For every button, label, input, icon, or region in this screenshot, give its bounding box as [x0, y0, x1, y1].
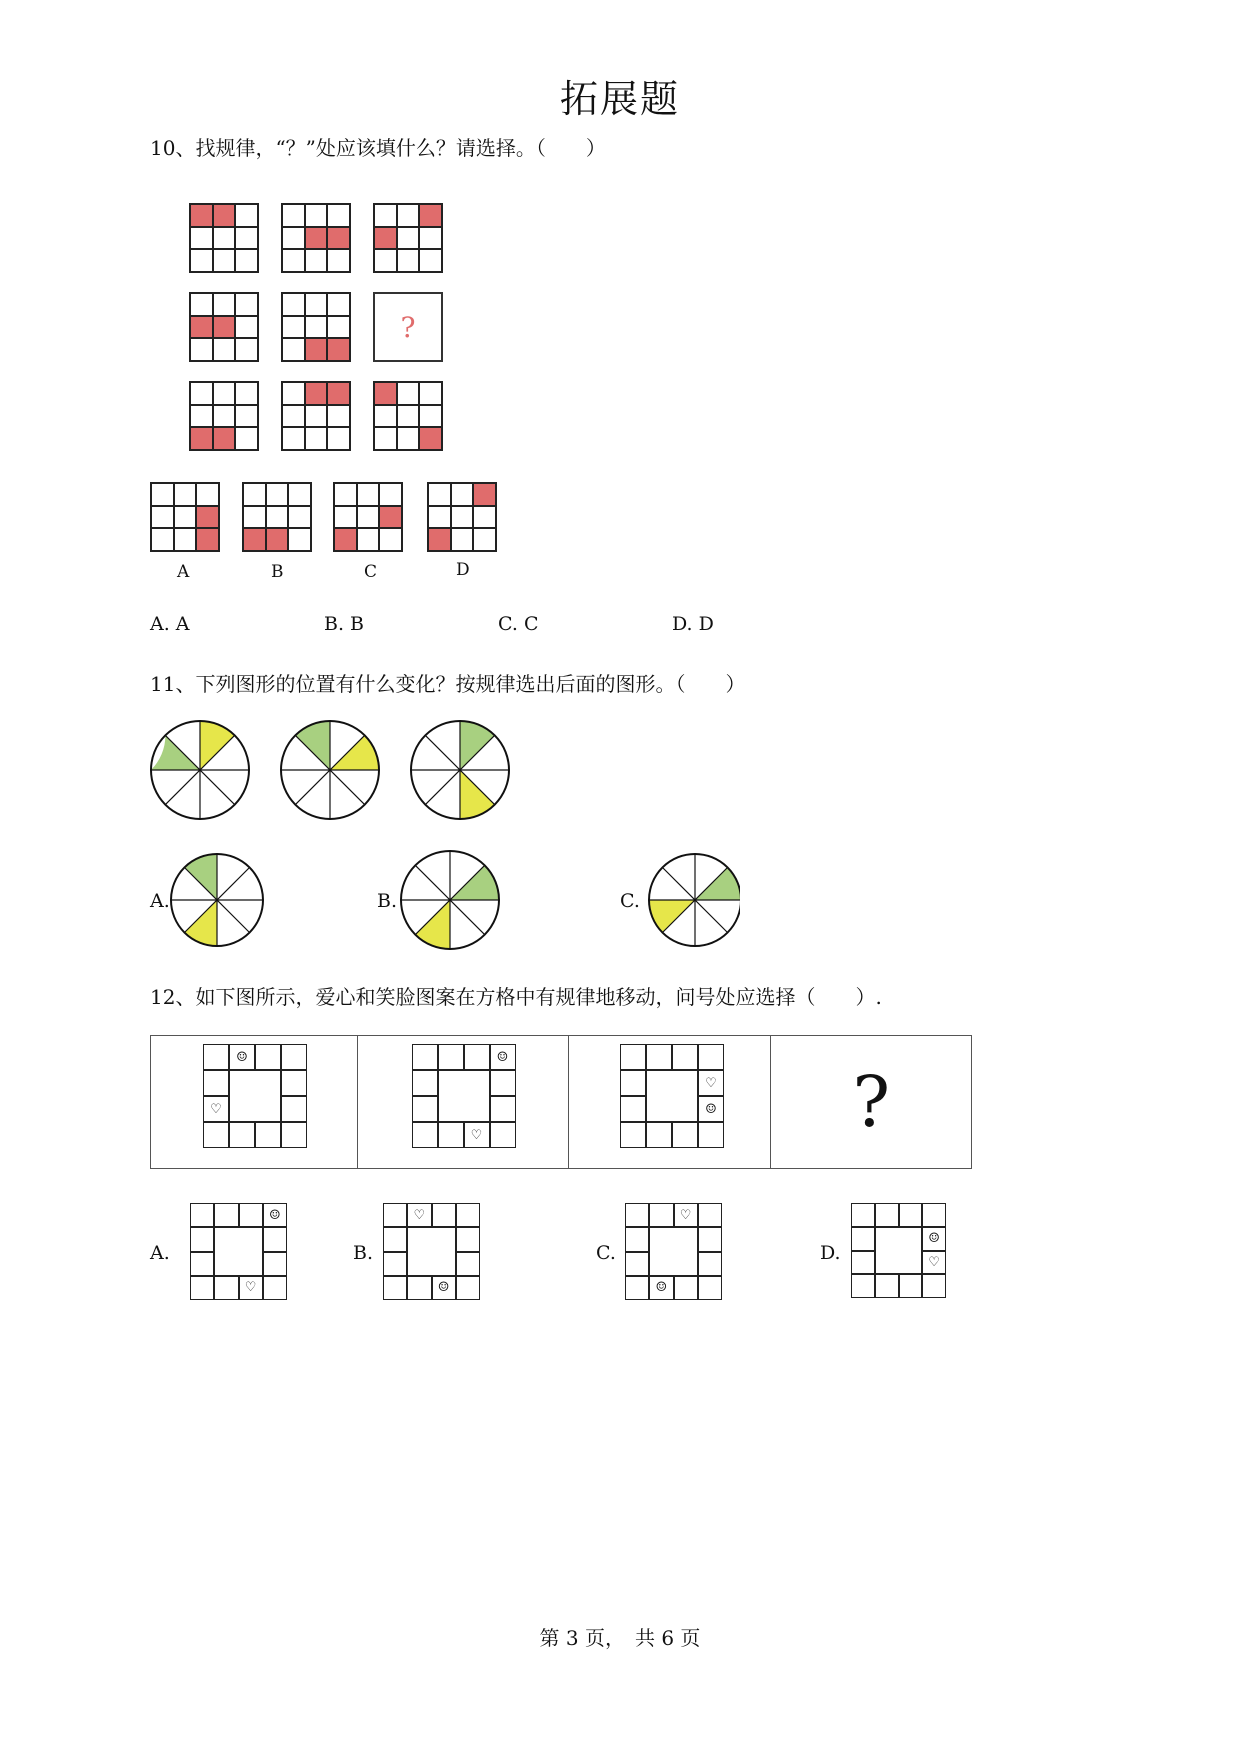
ring-cell [672, 1044, 698, 1070]
q11-option-label-b[interactable]: B. [377, 890, 398, 912]
grid-cell [190, 249, 213, 272]
grid-cell [235, 427, 258, 450]
grid-cell-filled [419, 427, 442, 450]
q12-panel-4 [771, 1036, 971, 1168]
grid-cell [327, 293, 350, 316]
grid-cell-filled [379, 506, 402, 529]
ring-cell [698, 1096, 724, 1122]
q10-option-label-b: B [271, 562, 284, 582]
ring-cell [698, 1044, 724, 1070]
ring-cell [672, 1122, 698, 1148]
grid-cell [305, 293, 328, 316]
grid-cell-filled [190, 316, 213, 339]
grid-cell [282, 293, 305, 316]
grid-cell [288, 483, 311, 506]
grid-cell [282, 249, 305, 272]
ring-cell [698, 1252, 722, 1276]
q11-option-label-c[interactable]: C. [620, 890, 640, 912]
grid-cell-filled [374, 382, 397, 405]
ring-cell [263, 1227, 287, 1251]
ring-cell [456, 1276, 480, 1300]
ring-cell [255, 1044, 281, 1070]
ring-cell [922, 1274, 946, 1298]
ring-cell [620, 1044, 646, 1070]
heart-icon: ♡ [705, 1075, 717, 1091]
ring-cell [620, 1070, 646, 1096]
ring-grid [625, 1203, 722, 1300]
grid-cell [282, 227, 305, 250]
grid-cell [151, 483, 174, 506]
grid-cell [327, 204, 350, 227]
ring-grid [203, 1044, 307, 1148]
grid-cell [235, 204, 258, 227]
grid-cell-filled [266, 528, 289, 551]
ring-cell [875, 1203, 899, 1227]
grid-cell [327, 405, 350, 428]
ring-cell [412, 1122, 438, 1148]
ring-cell [407, 1276, 431, 1300]
ring-cell [625, 1203, 649, 1227]
ring-cell [214, 1276, 238, 1300]
heart-icon: ♡ [210, 1101, 222, 1117]
ring-cell [698, 1070, 724, 1096]
ring-cell [281, 1122, 307, 1148]
ring-cell [263, 1203, 287, 1227]
grid-cell [374, 427, 397, 450]
q12-option-label-a[interactable]: A. [150, 1242, 170, 1264]
grid-cell [305, 405, 328, 428]
q12-option-label-d[interactable]: D. [820, 1242, 841, 1264]
grid-cell [243, 483, 266, 506]
grid-cell [266, 506, 289, 529]
grid-cell [190, 405, 213, 428]
grid-cell [288, 528, 311, 551]
ring-cell [649, 1203, 673, 1227]
ring-cell [407, 1203, 431, 1227]
ring-cell [383, 1227, 407, 1251]
grid-cell [374, 204, 397, 227]
grid-cell [235, 293, 258, 316]
ring-cell [698, 1227, 722, 1251]
q10-choice-b[interactable]: B. B [324, 613, 365, 635]
grid-cell [282, 316, 305, 339]
ring-cell [190, 1252, 214, 1276]
ring-cell [239, 1276, 263, 1300]
ring-cell [922, 1227, 946, 1251]
grid-cell [235, 227, 258, 250]
grid-cell-filled [327, 338, 350, 361]
grid-cell [174, 506, 197, 529]
grid-cell-filled [419, 204, 442, 227]
heart-icon: ♡ [413, 1207, 426, 1223]
q11-option-circle-a [171, 854, 263, 946]
grid-cell-filled [473, 483, 496, 506]
grid-cell-filled [327, 227, 350, 250]
grid-cell [213, 405, 236, 428]
grid-cell-filled [374, 227, 397, 250]
smile-icon: ☺ [496, 1049, 509, 1065]
grid-cell [473, 528, 496, 551]
ring-cell [456, 1227, 480, 1251]
ring-cell [438, 1122, 464, 1148]
grid-cell [213, 382, 236, 405]
grid-cell [327, 249, 350, 272]
ring-grid-center [875, 1227, 923, 1275]
grid-cell [379, 483, 402, 506]
grid-cell [451, 483, 474, 506]
grid-cell [282, 204, 305, 227]
ring-cell [490, 1044, 516, 1070]
grid-cell-filled [305, 338, 328, 361]
ring-cell [412, 1044, 438, 1070]
grid-cell-filled [196, 528, 219, 551]
grid-cell [419, 382, 442, 405]
grid-cell [235, 316, 258, 339]
grid-cell-filled [213, 204, 236, 227]
q12-option-grid-d[interactable] [851, 1203, 946, 1298]
ring-cell [698, 1276, 722, 1300]
q12-option-grid-b[interactable] [383, 1203, 480, 1300]
grid-cell-filled [213, 316, 236, 339]
smile-icon: ☺ [236, 1049, 248, 1065]
q12-panel-3 [569, 1036, 772, 1168]
smile-icon: ☺ [928, 1231, 940, 1247]
grid-cell [357, 506, 380, 529]
grid-cell [282, 427, 305, 450]
q12-panel-2 [358, 1036, 569, 1168]
ring-cell [851, 1251, 875, 1275]
q10-pattern-grid-8 [281, 381, 351, 451]
grid-cell [282, 382, 305, 405]
ring-cell [649, 1276, 673, 1300]
ring-cell [281, 1096, 307, 1122]
q12-sequence-panel [150, 1035, 972, 1169]
grid-cell [266, 483, 289, 506]
grid-cell [419, 249, 442, 272]
ring-grid-center [214, 1227, 263, 1276]
grid-cell [305, 316, 328, 339]
grid-cell [305, 427, 328, 450]
grid-cell [213, 249, 236, 272]
grid-cell [397, 204, 420, 227]
ring-cell [432, 1276, 456, 1300]
grid-cell [327, 427, 350, 450]
q10-option-grid-a[interactable] [150, 482, 220, 552]
q11-option-circle-c [649, 854, 740, 946]
ring-cell [190, 1227, 214, 1251]
q12-option-label-c[interactable]: C. [596, 1242, 616, 1264]
heart-icon: ♡ [244, 1280, 257, 1296]
grid-cell [213, 293, 236, 316]
grid-cell-filled [190, 204, 213, 227]
grid-cell [288, 506, 311, 529]
q12-option-grid-a[interactable] [190, 1203, 287, 1300]
grid-cell [397, 382, 420, 405]
grid-cell [196, 483, 219, 506]
ring-cell [899, 1203, 923, 1227]
q11-option-circle-b [401, 851, 499, 949]
ring-cell [281, 1044, 307, 1070]
grid-cell [419, 227, 442, 250]
q12-panel-1 [151, 1036, 358, 1168]
grid-cell [357, 528, 380, 551]
smile-icon: ☺ [269, 1207, 281, 1223]
grid-cell [235, 249, 258, 272]
grid-cell-filled [243, 528, 266, 551]
grid-cell [374, 405, 397, 428]
q11-option-label-a[interactable]: A. [150, 890, 170, 912]
q11-pattern-circle-1 [151, 721, 249, 819]
grid-cell-filled [305, 227, 328, 250]
ring-cell [203, 1044, 229, 1070]
ring-cell [203, 1070, 229, 1096]
ring-cell [432, 1203, 456, 1227]
ring-cell [383, 1203, 407, 1227]
q10-option-grid-b[interactable] [242, 482, 312, 552]
q12-option-grid-c[interactable] [625, 1203, 722, 1300]
q11-circles [140, 710, 740, 970]
page-title: 拓展题 [559, 77, 680, 121]
grid-cell-filled [428, 528, 451, 551]
ring-cell [456, 1252, 480, 1276]
grid-cell [428, 506, 451, 529]
ring-cell [239, 1203, 263, 1227]
ring-cell [383, 1276, 407, 1300]
smile-icon: ☺ [655, 1280, 668, 1296]
ring-cell [625, 1252, 649, 1276]
heart-icon: ♡ [679, 1207, 692, 1223]
smile-icon: ☺ [705, 1101, 717, 1117]
ring-cell [625, 1276, 649, 1300]
ring-grid [190, 1203, 287, 1300]
ring-cell [229, 1122, 255, 1148]
q12-option-label-b[interactable]: B. [353, 1242, 374, 1264]
ring-cell [922, 1251, 946, 1275]
ring-cell [490, 1070, 516, 1096]
ring-grid-center [646, 1070, 698, 1122]
grid-cell [357, 483, 380, 506]
grid-cell-filled [305, 382, 328, 405]
ring-cell [646, 1044, 672, 1070]
ring-grid [620, 1044, 724, 1148]
q10-pattern-grid-7 [189, 381, 259, 451]
grid-cell [235, 405, 258, 428]
ring-cell [190, 1276, 214, 1300]
q10-option-grid-d[interactable] [427, 482, 497, 552]
ring-cell [646, 1122, 672, 1148]
ring-cell [214, 1203, 238, 1227]
grid-cell [151, 506, 174, 529]
grid-cell [334, 483, 357, 506]
ring-cell [229, 1044, 255, 1070]
grid-cell [327, 316, 350, 339]
ring-cell [875, 1274, 899, 1298]
ring-cell [698, 1122, 724, 1148]
grid-cell-filled [334, 528, 357, 551]
heart-icon: ♡ [928, 1254, 940, 1270]
ring-cell [490, 1122, 516, 1148]
grid-cell [190, 293, 213, 316]
q11-pattern-circle-2 [281, 721, 379, 819]
ring-cell [464, 1044, 490, 1070]
grid-cell-filled [196, 506, 219, 529]
ring-cell [851, 1227, 875, 1251]
ring-cell [203, 1096, 229, 1122]
ring-cell [412, 1070, 438, 1096]
page-footer: 第 3 页， 共 6 页 [539, 1626, 701, 1650]
grid-cell [213, 227, 236, 250]
grid-cell [213, 338, 236, 361]
grid-cell [235, 338, 258, 361]
q10-choice-d[interactable]: D. D [672, 613, 714, 635]
ring-cell [674, 1203, 698, 1227]
grid-cell [397, 249, 420, 272]
ring-cell [203, 1122, 229, 1148]
grid-cell [282, 405, 305, 428]
grid-cell [235, 382, 258, 405]
grid-cell [428, 483, 451, 506]
grid-cell-filled [213, 427, 236, 450]
ring-grid-center [229, 1070, 281, 1122]
ring-cell [383, 1252, 407, 1276]
q11-text: 11、下列图形的位置有什么变化？按规律选出后面的图形。（ ） [150, 672, 746, 696]
heart-icon: ♡ [470, 1127, 483, 1143]
grid-cell [397, 405, 420, 428]
q10-option-label-a: A [177, 562, 190, 582]
q10-option-grid-c[interactable] [333, 482, 403, 552]
ring-cell [899, 1274, 923, 1298]
ring-cell [281, 1070, 307, 1096]
grid-cell [305, 204, 328, 227]
smile-icon: ☺ [437, 1280, 450, 1296]
ring-cell [263, 1252, 287, 1276]
ring-grid [412, 1044, 516, 1148]
q10-option-label-d: D [456, 560, 470, 580]
ring-cell [625, 1227, 649, 1251]
q12-text: 12、如下图所示，爱心和笑脸图案在方格中有规律地移动，问号处应选择（ ）. [150, 985, 882, 1009]
ring-cell [190, 1203, 214, 1227]
q10-choice-c[interactable]: C. C [498, 613, 539, 635]
ring-cell [674, 1276, 698, 1300]
ring-cell [263, 1276, 287, 1300]
grid-cell [190, 338, 213, 361]
ring-grid-center [649, 1227, 698, 1276]
q10-question-box: ? [373, 292, 443, 362]
ring-cell [851, 1274, 875, 1298]
q10-option-label-c: C [364, 562, 378, 582]
ring-cell [620, 1122, 646, 1148]
ring-cell [851, 1203, 875, 1227]
ring-grid [383, 1203, 480, 1300]
grid-cell-filled [190, 427, 213, 450]
grid-cell [451, 528, 474, 551]
q12-question-mark: ? [852, 1061, 890, 1143]
grid-cell [397, 227, 420, 250]
grid-cell [305, 249, 328, 272]
ring-grid-center [407, 1227, 456, 1276]
grid-cell [374, 249, 397, 272]
q10-pattern-grid-1 [189, 203, 259, 273]
ring-cell [620, 1096, 646, 1122]
grid-cell [397, 427, 420, 450]
q10-pattern-grid-2 [281, 203, 351, 273]
ring-cell [490, 1096, 516, 1122]
q10-text: 10、找规律，“？”处应该填什么？请选择。（ ） [150, 136, 606, 160]
q10-pattern-grid-5 [281, 292, 351, 362]
grid-cell [451, 506, 474, 529]
ring-grid [851, 1203, 946, 1298]
ring-cell [412, 1096, 438, 1122]
grid-cell [174, 483, 197, 506]
ring-cell [438, 1044, 464, 1070]
ring-cell [456, 1203, 480, 1227]
q11-pattern-circle-3 [411, 721, 509, 819]
q10-pattern-grid-3 [373, 203, 443, 273]
q10-pattern-grid-4 [189, 292, 259, 362]
q10-pattern-grid-9 [373, 381, 443, 451]
grid-cell [334, 506, 357, 529]
grid-cell [419, 405, 442, 428]
grid-cell [190, 382, 213, 405]
grid-cell [190, 227, 213, 250]
ring-grid-center [438, 1070, 490, 1122]
grid-cell [282, 338, 305, 361]
grid-cell-filled [327, 382, 350, 405]
ring-cell [464, 1122, 490, 1148]
ring-cell [922, 1203, 946, 1227]
grid-cell [243, 506, 266, 529]
grid-cell [151, 528, 174, 551]
q10-choice-a[interactable]: A. A [150, 613, 190, 635]
ring-cell [698, 1203, 722, 1227]
ring-cell [255, 1122, 281, 1148]
grid-cell [174, 528, 197, 551]
grid-cell [379, 528, 402, 551]
grid-cell [473, 506, 496, 529]
